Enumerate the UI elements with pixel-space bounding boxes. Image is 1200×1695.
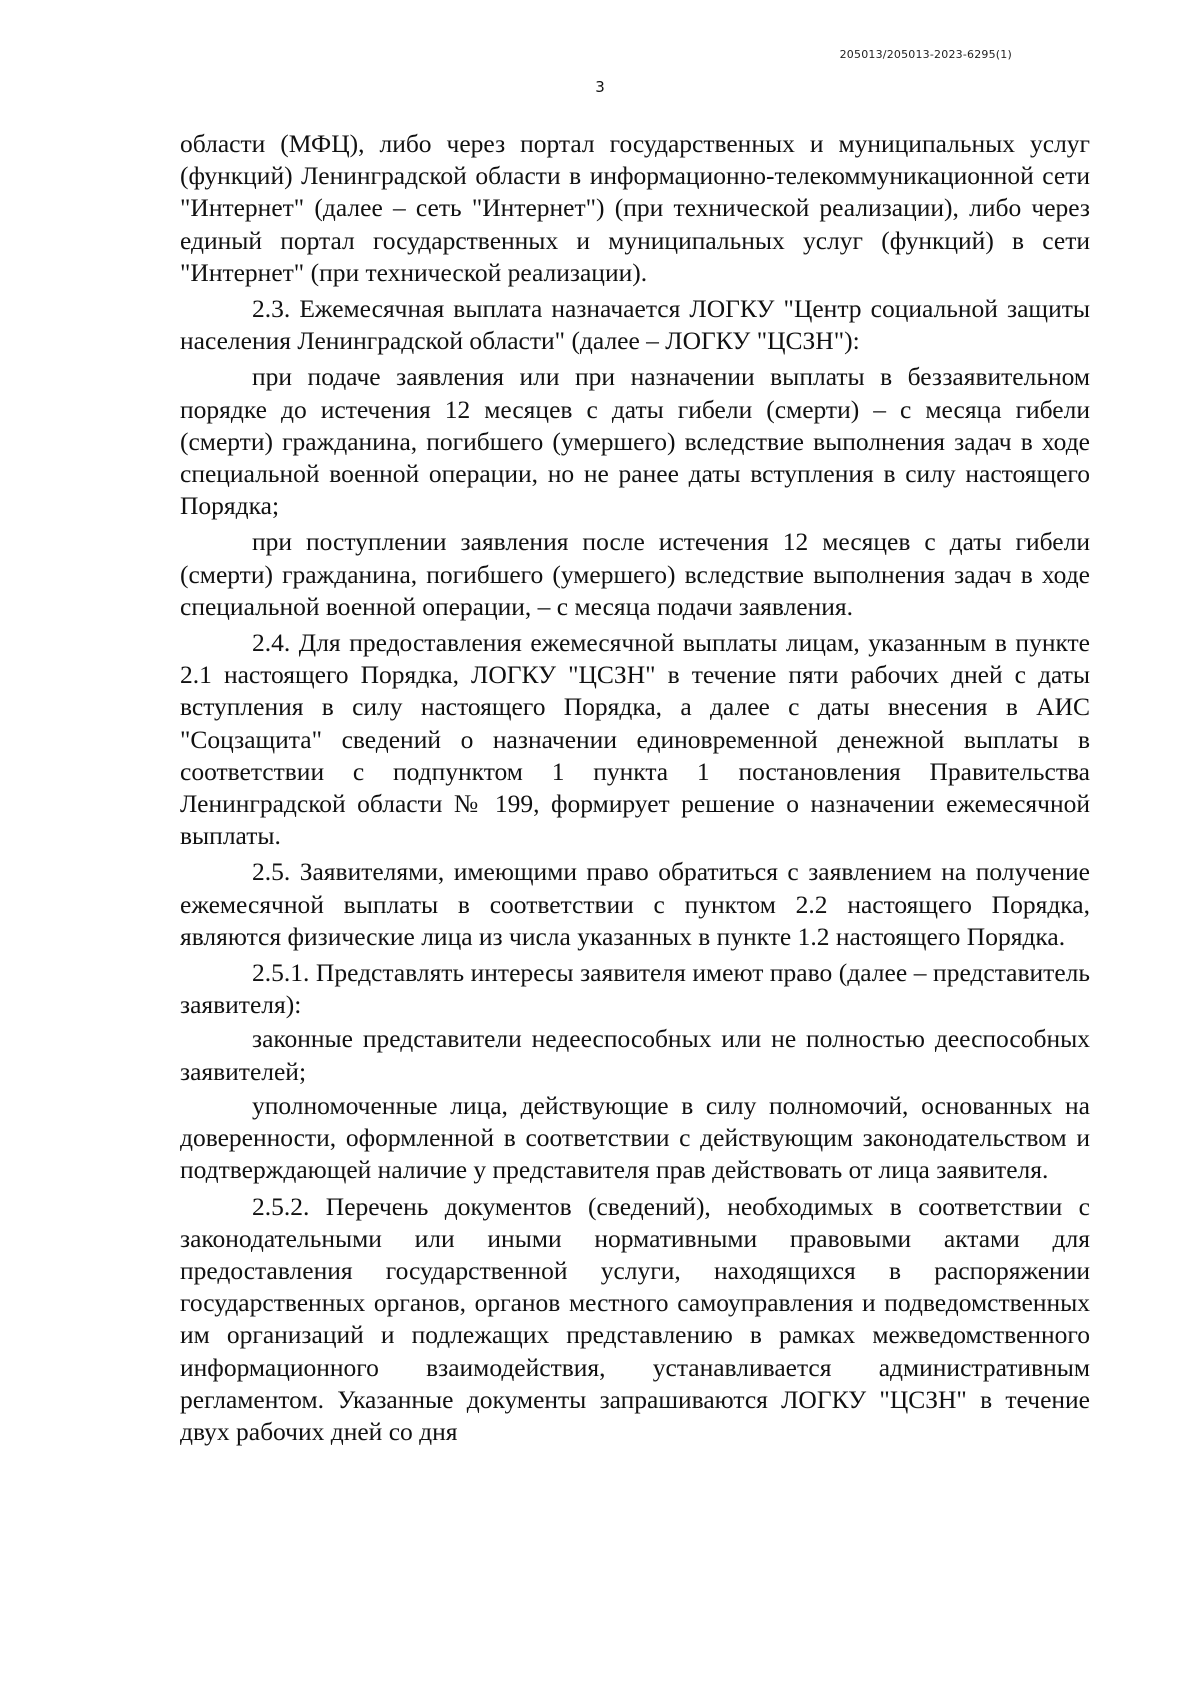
- paragraph-authorized-persons: уполномоченные лица, действующие в силу полномочий, основанных на доверенности, оформленной в соответствии с действующим законодательством и подтверждающей наличие у представителя прав действовать от лица заявителя.: [180, 1090, 1090, 1185]
- paragraph-2-5-1: 2.5.1. Представлять интересы заявителя имеют право (далее – представитель заявителя):: [180, 958, 1090, 1020]
- document-body: [180, 128, 1090, 1452]
- paragraph-2-5-2: 2.5.2. Перечень документов (сведений), необходимых в соответствии с законодательными или иными нормативными правовыми актами для предоставления государственной услуги, находящихся в распоряжении государственных органов, органов местного самоуправления и подведомственных им организаций и подлежащих представлению в рамках межведомственного информационного взаимодействия, устанавливается административным регламентом. Указанные документы запрашиваются ЛОГКУ "ЦСЗН" в течение двух рабочих дней со дня: [180, 1191, 1090, 1446]
- document-id: 205013/205013-2023-6295(1): [839, 48, 1012, 61]
- paragraph-2-5: 2.5. Заявителями, имеющими право обратиться с заявлением на получение ежемесячной выплаты в соответствии с пунктом 2.2 настоящего Порядка, являются физические лица из числа указанных в пункте 1.2 настоящего Порядка.: [180, 857, 1090, 951]
- paragraph-2-3-case-within-12-months: при подаче заявления или при назначении выплаты в беззаявительном порядке до истечения 12 месяцев с даты гибели (смерти) – с месяца гибели (смерти) гражданина, погибшего (умершего) вследствие выполнения задач в ходе специальной военной операции, но не ранее даты вступления в силу настоящего Порядка;: [180, 362, 1090, 521]
- paragraph-2-3-case-after-12-months: при поступлении заявления после истечения 12 месяцев с даты гибели (смерти) гражданина, погибшего (умершего) вследствие выполнения задач в ходе специальной военной операции, – с месяца подачи заявления.: [180, 527, 1090, 621]
- paragraph-2-4: 2.4. Для предоставления ежемесячной выплаты лицам, указанным в пункте 2.1 настоящего Порядка, ЛОГКУ "ЦСЗН" в течение пяти рабочих дней с даты вступления в силу настоящего Порядка, а далее с даты внесения в АИС "Соцзащита" сведений о назначении единовременной денежной выплаты в соответствии с подпунктом 1 пункта 1 постановления Правительства Ленинградской области № 199, формирует решение о назначении ежемесячной выплаты.: [180, 628, 1090, 851]
- page-number: 3: [595, 78, 605, 96]
- paragraph-2-3: 2.3. Ежемесячная выплата назначается ЛОГКУ "Центр социальной защиты населения Ленинградской области" (далее – ЛОГКУ "ЦСЗН"):: [180, 294, 1090, 356]
- paragraph-legal-representatives: законные представители недееспособных или не полностью дееспособных заявителей;: [180, 1024, 1090, 1086]
- paragraph-continuation: области (МФЦ), либо через портал государственных и муниципальных услуг (функций) Ленинградской области в информационно-телекоммуникационной сети "Интернет" (далее – сеть "Интернет") (при технической реализации), либо через единый портал государственных и муниципальных услуг (функций) в сети "Интернет" (при технической реализации).: [180, 129, 1090, 287]
